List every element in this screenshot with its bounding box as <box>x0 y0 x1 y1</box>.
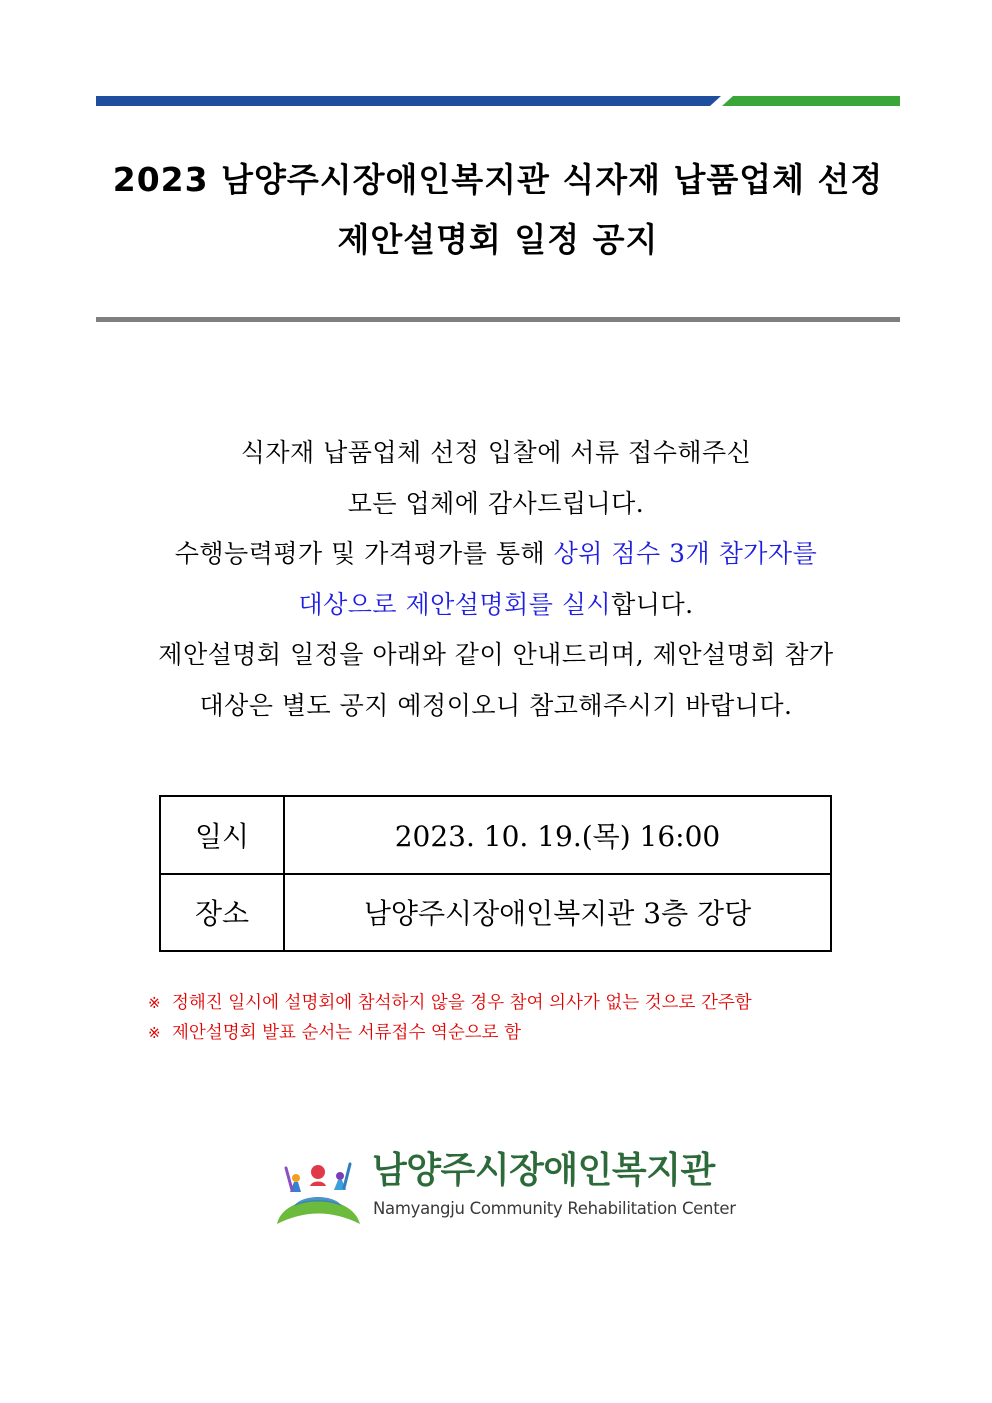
body-line-2: 모든 업체에 감사드립니다. <box>347 488 645 518</box>
schedule-label-place: 장소 <box>160 874 284 952</box>
schedule-value-datetime: 2023. 10. 19.(목) 16:00 <box>284 796 831 874</box>
title-line-1: 2023 남양주시장애인복지관 식자재 납품업체 선정 <box>112 160 884 199</box>
reference-mark-icon: ※ <box>148 1024 161 1042</box>
document-title <box>96 150 900 270</box>
body-line-3 <box>60 529 932 580</box>
note-item <box>148 988 908 1018</box>
schedule-label-datetime: 일시 <box>160 796 284 874</box>
people-arc-logo-icon <box>272 1150 367 1228</box>
body-line-3-highlight: 상위 점수 3개 참가자를 <box>553 539 818 568</box>
note-text: 정해진 일시에 설명회에 참석하지 않을 경우 참여 의사가 없는 것으로 간주함 <box>172 993 752 1013</box>
logo-org-subtitle: Namyangju Community Rehabilitation Center <box>373 1199 736 1218</box>
notes-list <box>148 988 908 1048</box>
title-divider <box>96 317 900 322</box>
body-line-3-plain: 수행능력평가 및 가격평가를 통해 <box>174 539 554 568</box>
header-color-bar <box>96 96 900 106</box>
body-line-6: 대상은 별도 공지 예정이오니 참고해주시기 바랍니다. <box>199 690 793 720</box>
logo-org-name: 남양주시장애인복지관 <box>372 1150 715 1191</box>
schedule-value-place: 남양주시장애인복지관 3층 강당 <box>284 874 831 952</box>
body-line-1: 식자재 납품업체 선정 입찰에 서류 접수해주신 <box>240 438 752 467</box>
title-line-2: 제안설명회 일정 공지 <box>337 220 659 259</box>
reference-mark-icon: ※ <box>148 994 161 1012</box>
header-bar-blue <box>96 96 721 106</box>
table-row <box>160 796 831 874</box>
body-line-4 <box>60 580 932 631</box>
body-line-4-highlight: 대상으로 제안설명회를 실시 <box>298 589 612 619</box>
notice-body <box>60 428 932 731</box>
body-line-5: 제안설명회 일정을 아래와 같이 안내드리며, 제안설명회 참가 <box>158 640 834 669</box>
schedule-table <box>159 795 832 952</box>
table-row <box>160 874 831 952</box>
note-text: 제안설명회 발표 순서는 서류접수 역순으로 함 <box>172 1023 522 1043</box>
header-bar-green <box>722 96 900 106</box>
note-item <box>148 1018 908 1048</box>
organization-logo <box>272 1148 736 1228</box>
body-line-4-plain: 합니다. <box>611 589 694 619</box>
